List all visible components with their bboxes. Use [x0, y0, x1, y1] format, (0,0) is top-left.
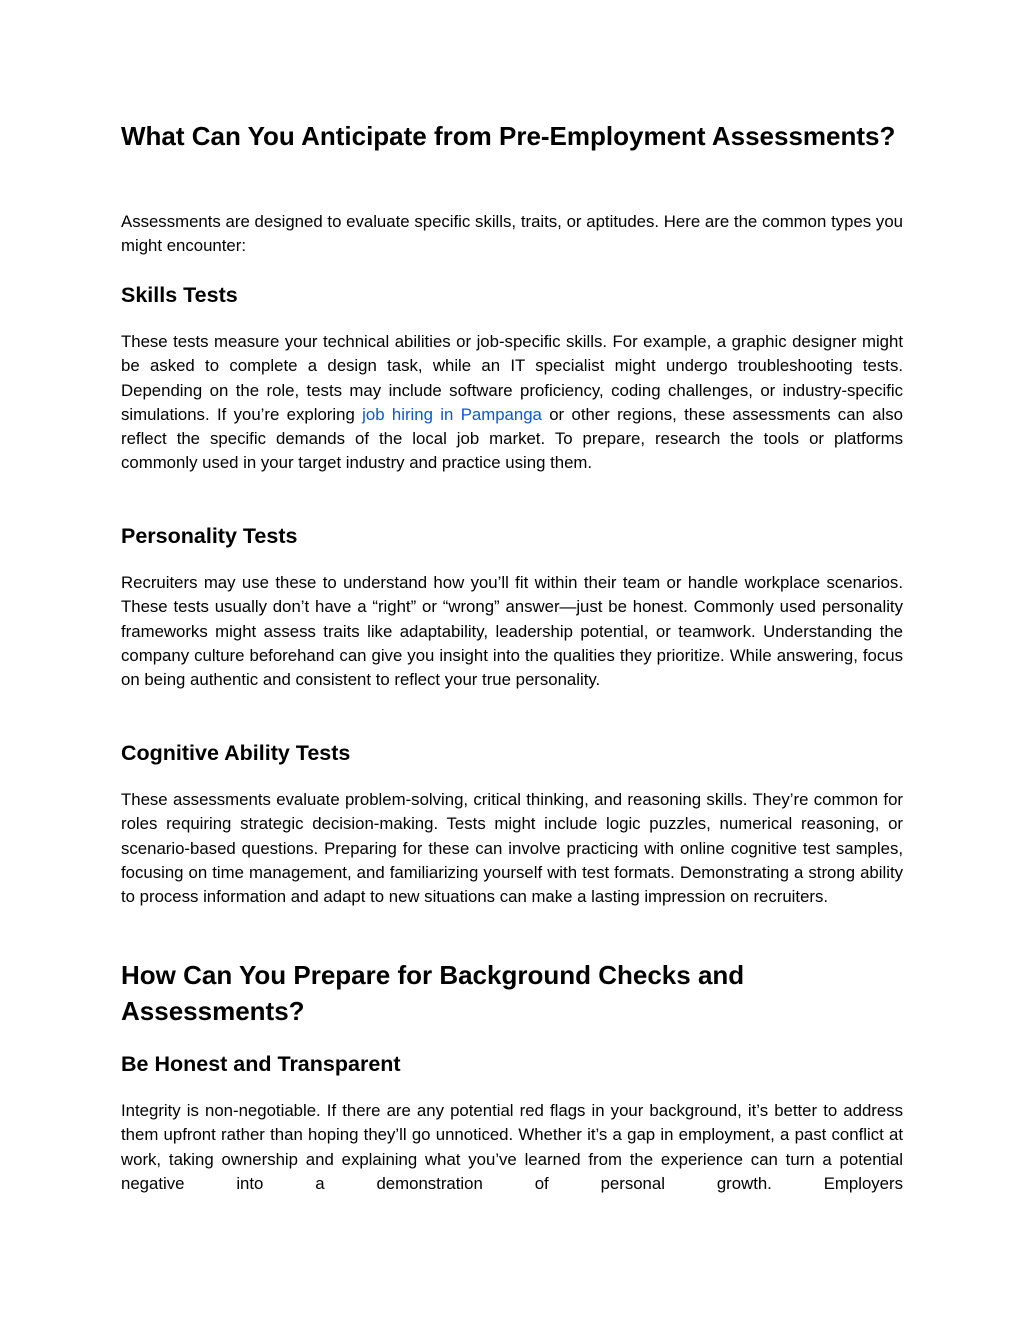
intro-paragraph: Assessments are designed to evaluate specific skills, traits, or aptitudes. Here are the common types you might encounter: [121, 212, 903, 256]
cognitive-paragraph: These assessments evaluate problem-solving, critical thinking, and reasoning skills. They’re common for roles requiring strategic decision-making. Tests might include logic puzzles, numerical reasoning, or scenario-based questions. Preparing for these can involve practicing with online cognitive test samples, focusing on time management, and familiarizing yourself with test formats. Demonstrating a strong ability to process information and adapt to new situations can make a lasting impression on recruiters. [121, 790, 903, 907]
job-hiring-pampanga-link[interactable]: job hiring in Pampanga [362, 404, 542, 424]
heading-anticipate: What Can You Anticipate from Pre-Employment Assessments? [121, 121, 896, 151]
heading-be-honest: Be Honest and Transparent [121, 1052, 401, 1076]
heading-cognitive-ability-tests: Cognitive Ability Tests [121, 741, 351, 765]
personality-paragraph: Recruiters may use these to understand how you’ll fit within their team or handle workplace scenarios. These tests usually don’t have a “right” or “wrong” answer—just be honest. Commonly used personality frameworks might assess traits like adaptability, leadership potential, or teamwork. Understanding the company culture beforehand can give you insight into the qualities they prioritize. While answering, focus on being authentic and consistent to reflect your true personality. [121, 573, 903, 690]
skills-paragraph [121, 330, 903, 476]
heading-personality-tests: Personality Tests [121, 524, 298, 548]
heading-prepare: How Can You Prepare for Background Checks and Assessments? [121, 960, 745, 1026]
skills-text-after-link: or other regions, these assessments can also reflect the specific demands of the local job market. To prepare, research the tools or platforms commonly used in your target industry and practice using them. [121, 404, 903, 473]
honest-paragraph: Integrity is non-negotiable. If there are any potential red flags in your background, it’s better to address them upfront rather than hoping they’ll go unnoticed. Whether it’s a gap in employment, a past conflict at work, taking ownership and explaining what you’ve learned from the experience can turn a potential negative into a demonstration of personal growth. Employers [121, 1101, 903, 1193]
skills-text-before-link: These tests measure your technical abilities or job-specific skills. For example, a graphic designer might be asked to complete a design task, while an IT specialist might undergo troubleshooting tests. Depending on the role, tests may include software proficiency, coding challenges, or industry-specific simulations. If you’re exploring [121, 332, 903, 424]
heading-skills-tests: Skills Tests [121, 283, 238, 307]
